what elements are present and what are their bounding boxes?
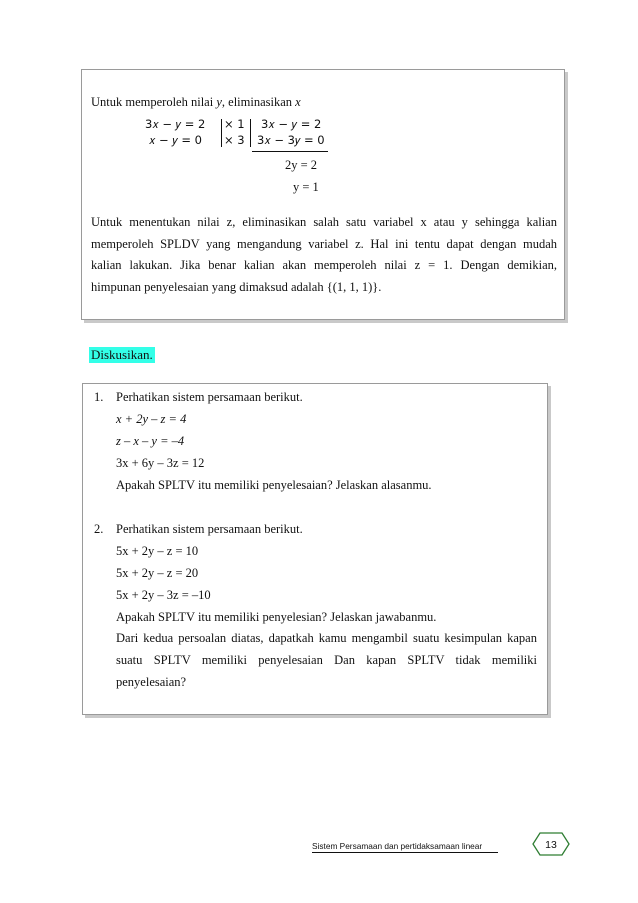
question-2-number: 2. [94,522,104,536]
paragraph-line-1: Untuk menentukan nilai z, eliminasikan salah satu variabel x atau y sehingga kalian [91,215,557,229]
intro-var-y: y [216,95,222,109]
multiplier-2: × 3 [224,133,245,147]
question-2-equation-2: 5x + 2y – z = 20 [116,566,199,580]
question-1-number: 1. [94,390,104,404]
question-2-followup-line-2: suatu SPLTV memiliki penyelesaian Dan kapan SPLTV tidak memiliki [116,653,537,667]
question-1-ask: Apakah SPLTV itu memiliki penyelesaian? Jelaskan alasanmu. [116,478,432,492]
footer-underline [312,852,498,853]
multiplier-left-bar [221,119,222,147]
question-1-intro: Perhatikan sistem persamaan berikut. [116,390,303,404]
intro-prefix: Untuk memperoleh nilai [91,95,217,109]
question-2-followup-line-1: Dari kedua persoalan diatas, dapatkah kamu mengambil suatu kesimpulan kapan [116,631,537,645]
question-2-equation-3: 5x + 2y – 3z = –10 [116,588,211,602]
question-2-ask: Apakah SPLTV itu memiliki penyelesian? Jelaskan jawabanmu. [116,610,437,624]
intro-mid: , eliminasikan [221,95,296,109]
elimination-intro [91,95,301,110]
result-equation-2: y = 1 [293,180,319,194]
question-2-equation-1: 5x + 2y – z = 10 [116,544,199,558]
question-2-followup-line-3: penyelesaian? [116,675,187,689]
page-number-badge [532,832,570,856]
intro-var-x: x [295,95,301,109]
subtraction-line [252,151,328,152]
discussion-heading: Diskusikan. [91,347,153,362]
result-equation-1: 2y = 2 [285,158,318,172]
equation-left-1: 3𝑥 − 𝑦 = 2 [145,117,206,131]
paragraph-line-3: kalian lakukan. Jika benar kalian akan memperoleh nilai z = 1. Dengan demikian, [91,258,557,273]
equation-right-1: 3𝑥 − 𝑦 = 2 [261,117,322,131]
equation-left-2: 𝑥 − 𝑦 = 0 [149,133,202,147]
equation-right-2: 3𝑥 − 3𝑦 = 0 [257,133,325,147]
paragraph-line-2: memperoleh SPLDV yang mengandung variabel z. Hal ini tentu dapat dengan mudah [91,236,557,251]
footer-title: Sistem Persamaan dan pertidaksamaan linear [312,841,483,851]
question-1-equation-2: z – x – y = –4 [116,434,185,448]
page-number: 13 [545,839,557,851]
question-1-equation-1: x + 2y – z = 4 [116,412,187,426]
paragraph-line-4: himpunan penyelesaian yang dimaksud adalah {(1, 1, 1)}. [91,279,382,294]
multiplier-right-bar [250,119,251,147]
question-1-equation-3: 3x + 6y – 3z = 12 [116,456,205,470]
multiplier-1: × 1 [224,117,245,131]
question-2-intro: Perhatikan sistem persamaan berikut. [116,522,303,536]
